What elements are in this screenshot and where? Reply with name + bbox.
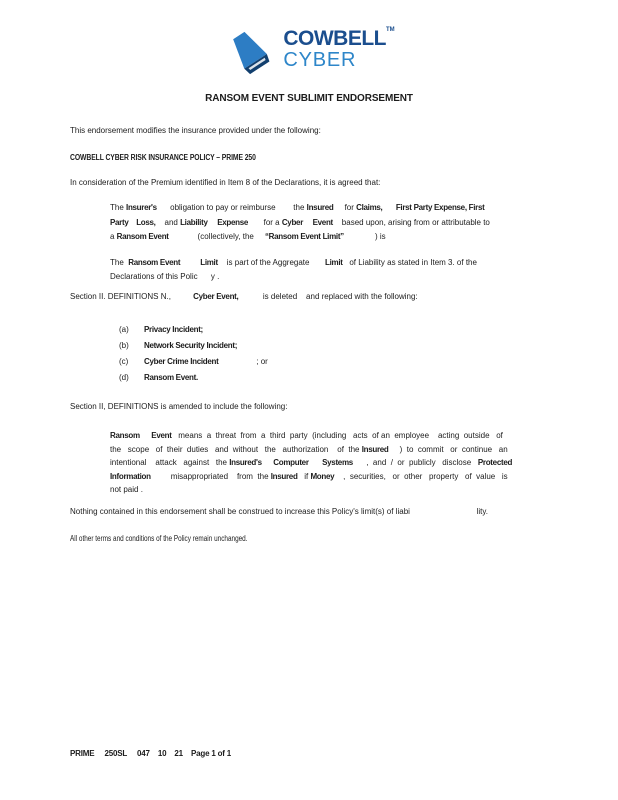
paragraph-obligation: The Insurer's obligation to pay or reimburse the Insured for Claims, First Party Expense, First Party Loss, and Liability Expense for a Cyber Event based upon, arising from or attributable to a Ransom Event (collectively, the “Ransom Event Limit” ) is [110, 203, 490, 242]
definitions-list: (a) Privacy Incident; (b) Network Security Incident; (c) Cyber Crime Incident ; or (d) Ransom Event. [119, 325, 268, 382]
intro-line: This endorsement modifies the insurance provided under the following: [70, 126, 321, 135]
logo-brand-top: COWBELL [283, 27, 386, 50]
cowbell-cyber-logo [0, 28, 618, 78]
logo-wordmark [283, 28, 394, 70]
section-definitions-replaced: Section II. DEFINITIONS N., Cyber Event, is deleted and replaced with the following: [70, 292, 418, 301]
consideration-line: In consideration of the Premium identified in Item 8 of the Declarations, it is agreed that: [70, 178, 381, 187]
cowbell-icon [223, 28, 275, 78]
closing-no-increase-line: Nothing contained in this endorsement shall be construed to increase this Policy's limit(s) of liabi lity. [70, 507, 489, 516]
policy-name-line: COWBELL CYBER RISK INSURANCE POLICY – PRIME 250 [70, 153, 256, 162]
logo-trademark: TM [385, 27, 395, 33]
page-footer: PRIME 250SL 047 10 21 Page 1 of 1 [70, 749, 232, 758]
section-definitions-amended: Section II, DEFINITIONS is amended to include the following: [70, 402, 288, 411]
logo-brand-bottom: CYBER [283, 49, 357, 71]
paragraph-limit: The Ransom Event Limit is part of the Aggregate Limit of Liability as stated in Item 3. of the Declarations of this Polic y . [110, 258, 477, 281]
paragraph-ransom-definition: Ransom Event means a threat from a third party (including acts of an employee acting outside of the scope of their duties and without the authorization of the Insured ) to commit or continue an intentional attack against the Insured's Computer Systems , and / or publicly disclose Protected Information misappropriated from the Insured if Money , securities, or other property of value is not paid . [110, 431, 513, 495]
closing-unchanged-line: All other terms and conditions of the Policy remain unchanged. [70, 534, 248, 543]
document-title: RANSOM EVENT SUBLIMIT ENDORSEMENT [205, 93, 413, 104]
